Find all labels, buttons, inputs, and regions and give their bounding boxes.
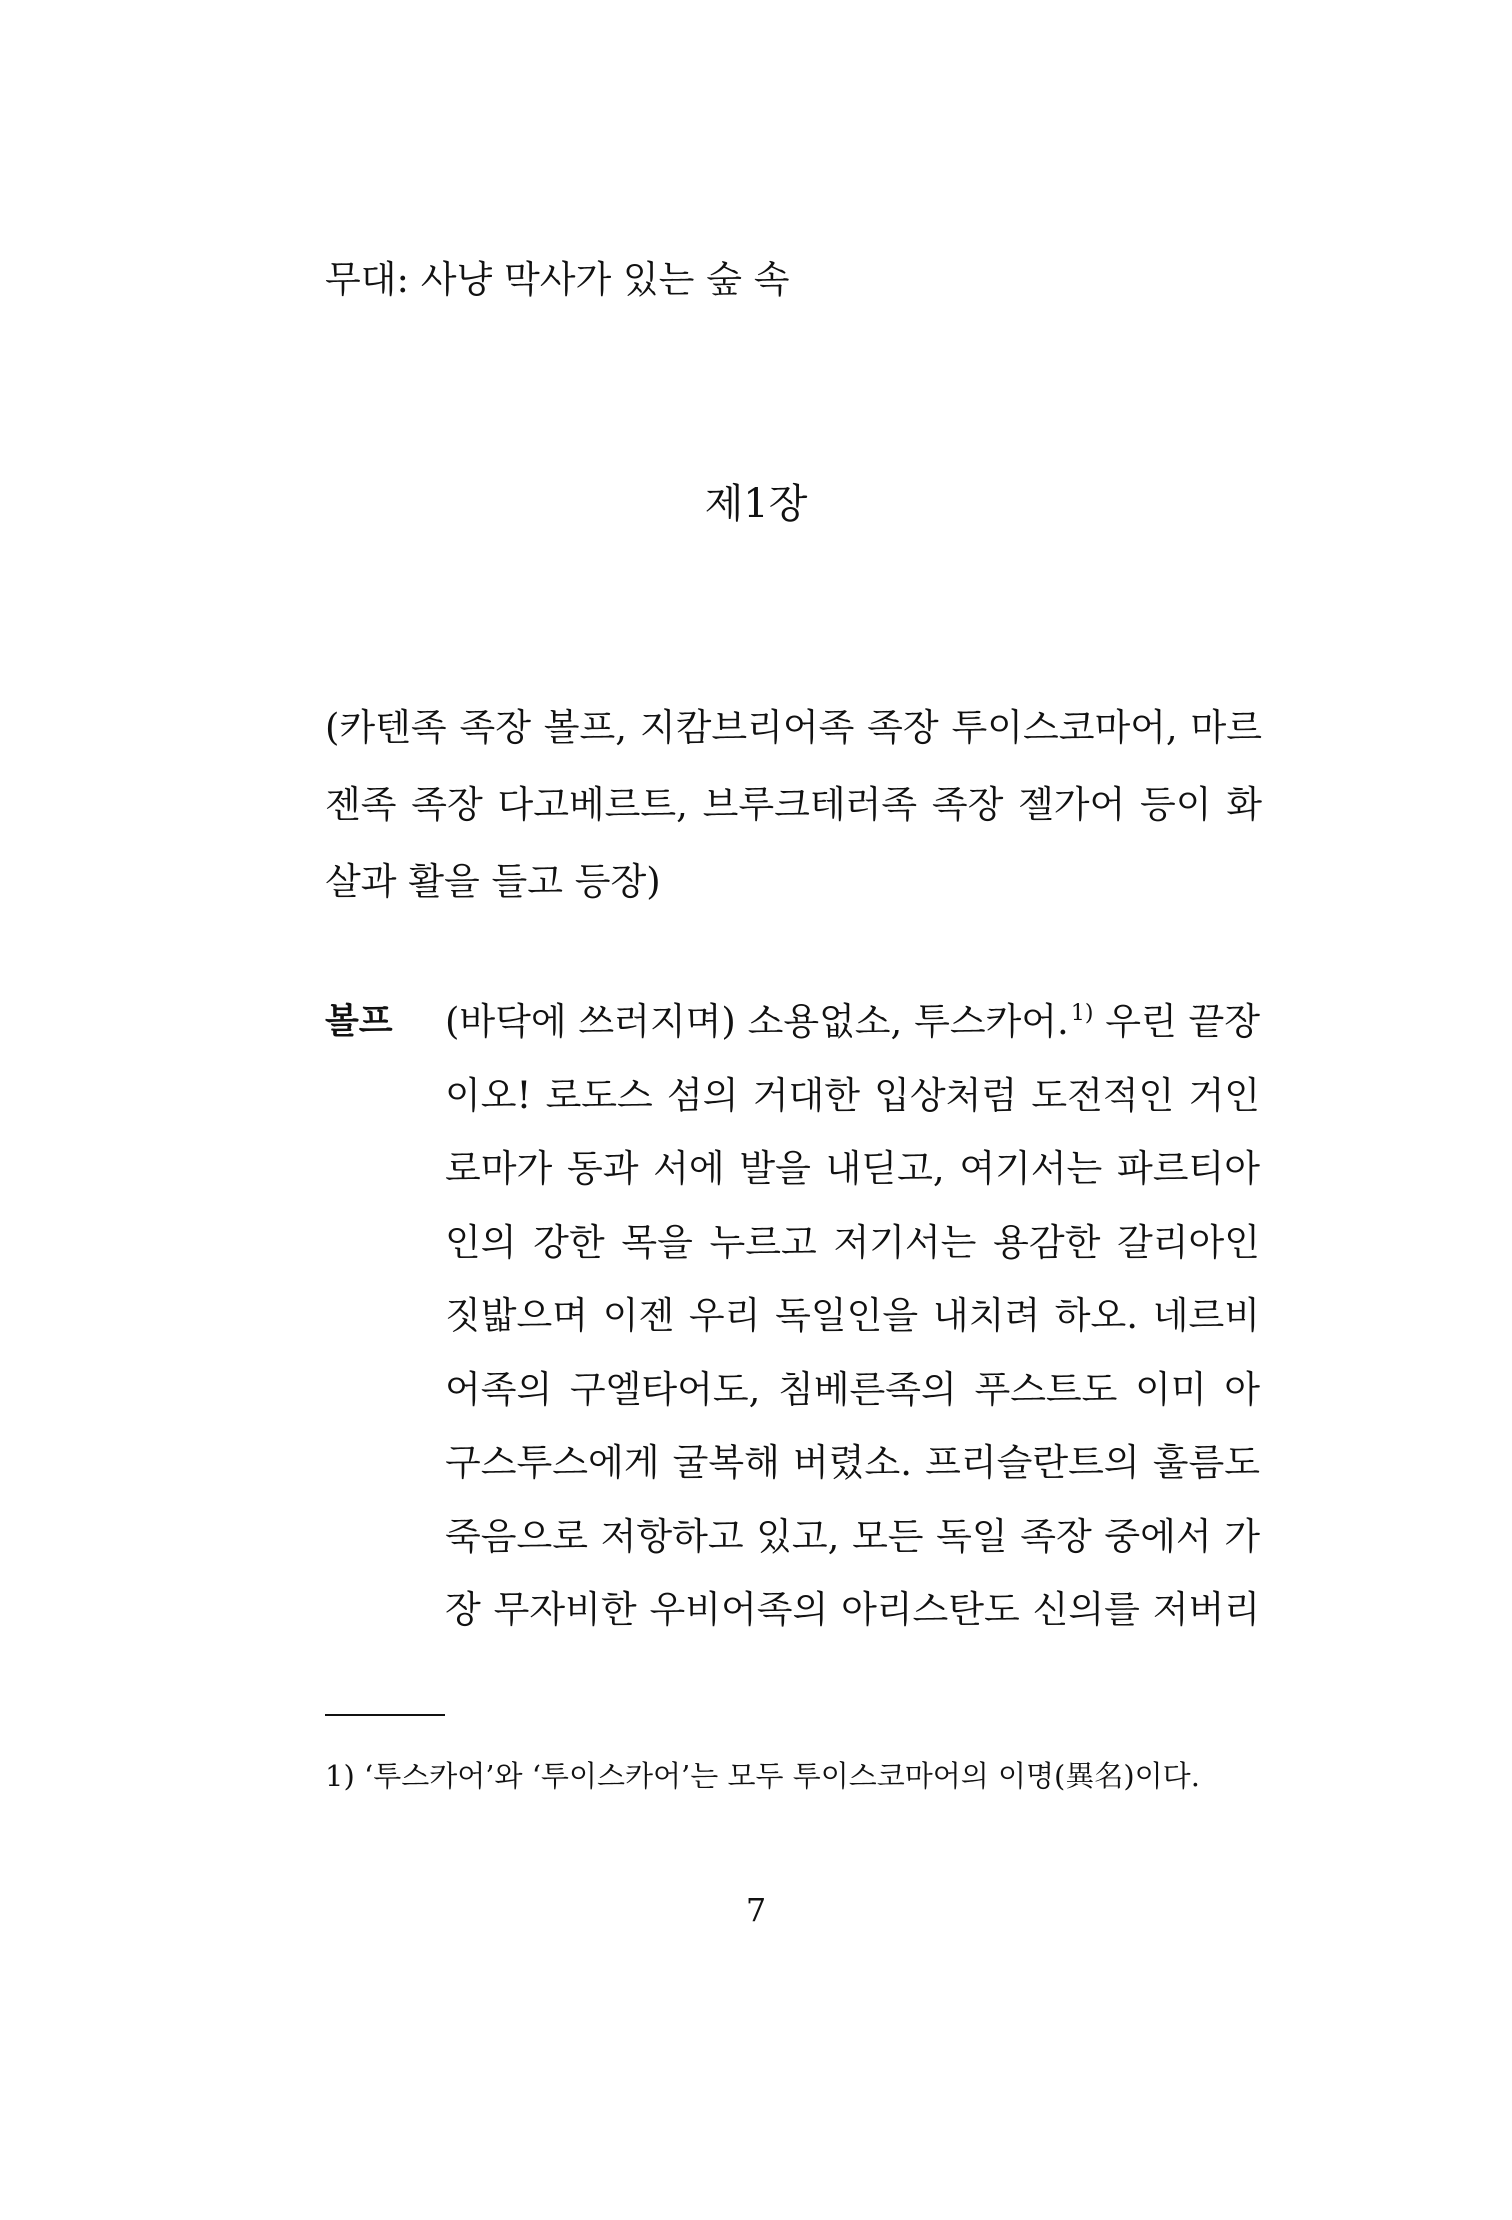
speech-line: 로마가 동과 서에 발을 내딛고, 여기서는 파르티아 (445, 1147, 1260, 1190)
speech-line: 인의 강한 목을 누르고 저기서는 용감한 갈리아인 (445, 1221, 1260, 1264)
speech-line: 죽음으로 저항하고 있고, 모든 독일 족장 중에서 가 (445, 1515, 1260, 1558)
scene-title: 제1장 (704, 481, 808, 527)
entrance-line: 살과 활을 들고 등장) (325, 860, 661, 903)
speech-line: 이오! 로도스 섬의 거대한 입상처럼 도전적인 거인 (445, 1074, 1260, 1117)
entrance-line: (카텐족 족장 볼프, 지캄브리어족 족장 투이스코마어, 마르 (325, 706, 1262, 749)
footnote-ref[interactable]: 1) (1070, 1001, 1094, 1026)
speech-line: 어족의 구엘타어도, 침베른족의 푸스트도 이미 아 (445, 1368, 1260, 1411)
entrance-line: 젠족 족장 다고베르트, 브루크테러족 족장 젤가어 등이 화 (325, 783, 1262, 826)
speech-text: 우린 끝장 (1093, 1000, 1260, 1043)
footnote-divider (325, 1714, 445, 1716)
speaker-name: 볼프 (325, 1002, 393, 1042)
page-number: 7 (745, 1891, 767, 1929)
footnote: 1) ‘투스카어’와 ‘투이스카어’는 모두 투이스코마어의 이명(異名)이다. (325, 1759, 1200, 1793)
stage-direction: 무대: 사냥 막사가 있는 숲 속 (325, 258, 790, 301)
speech-line: 장 무자비한 우비어족의 아리스탄도 신의를 저버리 (445, 1588, 1260, 1631)
speech-line: 구스투스에게 굴복해 버렸소. 프리슬란트의 훌름도 (445, 1441, 1260, 1484)
speech-line: 짓밟으며 이젠 우리 독일인을 내치려 하오. 네르비 (445, 1294, 1260, 1337)
speech-line (445, 994, 1260, 1050)
speech-text: (바닥에 쓰러지며) 소용없소, 투스카어. (445, 1000, 1069, 1043)
